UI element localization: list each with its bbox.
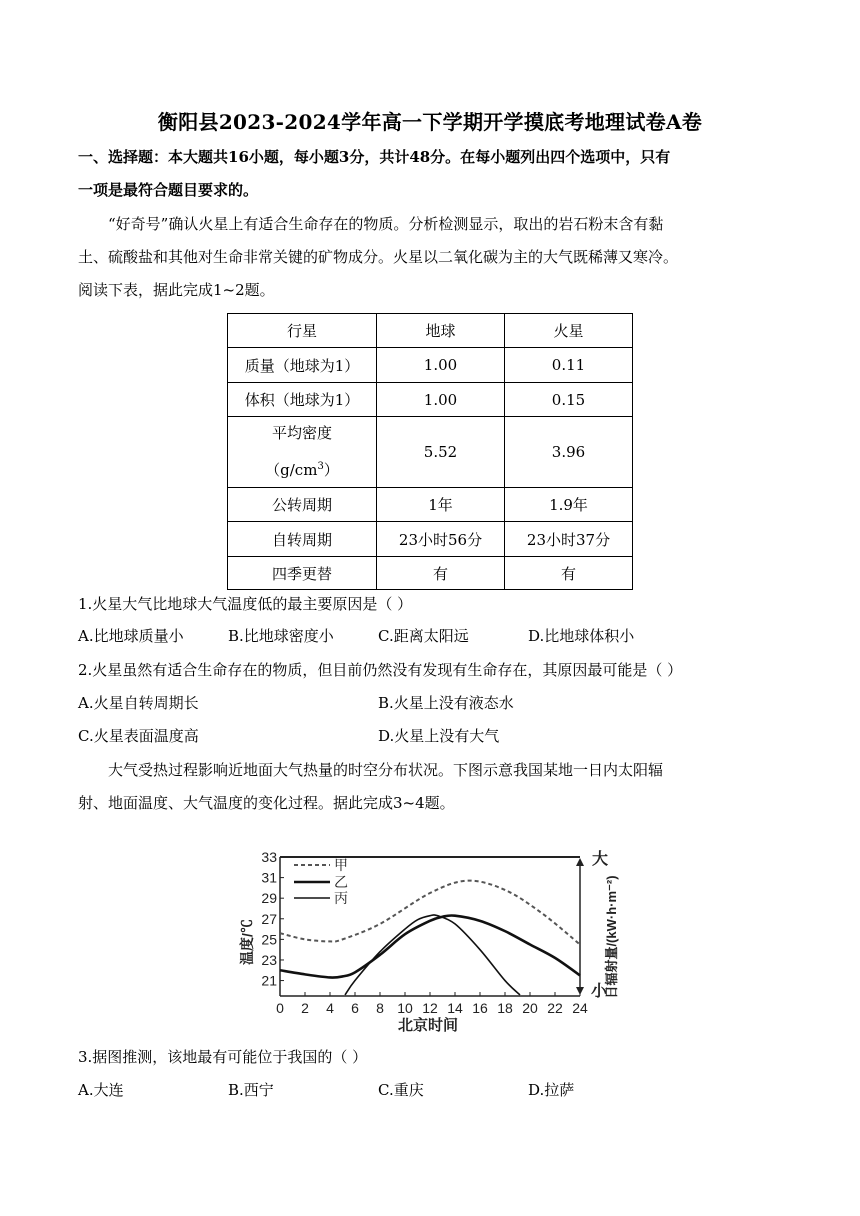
table-cell: 公转周期	[228, 488, 377, 522]
y2-axis-label: 日辐射量/(kW·h·m⁻²)	[604, 875, 619, 999]
passage1-line3: 阅读下表，据此完成1~2题。	[78, 281, 275, 299]
x-tick-label: 10	[397, 1000, 413, 1016]
q3-stem: 3.据图推测，该地最有可能位于我国的（ ）	[78, 1048, 368, 1066]
x-tick-label: 14	[447, 1000, 463, 1016]
passage2-line1: 大气受热过程影响近地面大气热量的时空分布状况。下图示意我国某地一日内太阳辐	[108, 761, 664, 779]
q1-option-a: A.比地球质量小	[78, 627, 184, 645]
exam-title: 衡阳县2023-2024学年高一下学期开学摸底考地理试卷A卷	[157, 110, 703, 134]
legend-label: 甲	[334, 857, 348, 873]
table-cell: 1.00	[377, 383, 505, 417]
table-cell: 自转周期	[228, 522, 377, 557]
q3-option-a: A.大连	[78, 1081, 124, 1099]
y-tick-label: 27	[261, 910, 277, 927]
q3-option-d: D.拉萨	[528, 1081, 575, 1099]
section-heading-line1: 一、选择题：本大题共16小题，每小题3分，共计48分。在每小题列出四个选项中，只有	[78, 148, 671, 166]
y2-bottom-label: 小	[591, 983, 608, 1000]
x-tick-label: 6	[351, 1000, 359, 1016]
table-cell: 1.9年	[505, 488, 633, 522]
table-cell: 有	[377, 557, 505, 590]
x-tick-label: 12	[422, 1000, 438, 1016]
table-cell-density	[228, 417, 377, 488]
q2-option-a: A.火星自转周期长	[78, 694, 199, 712]
table-cell: 0.11	[505, 348, 633, 383]
y-tick-label: 33	[261, 849, 277, 865]
x-tick-label: 22	[547, 1000, 563, 1016]
y2-top-label: 大	[592, 851, 609, 868]
table-cell: 四季更替	[228, 557, 377, 590]
x-tick-label: 18	[497, 1000, 513, 1016]
table-row	[228, 383, 633, 417]
temperature-radiation-chart	[230, 840, 630, 1040]
q3-option-c: C.重庆	[378, 1081, 424, 1099]
y-tick-label: 29	[261, 890, 277, 907]
y-tick-label: 31	[261, 869, 277, 886]
q2-option-c: C.火星表面温度高	[78, 727, 199, 745]
series-line-2	[280, 915, 580, 977]
q2-option-d: D.火星上没有大气	[378, 727, 500, 745]
table-cell: 体积（地球为1）	[228, 383, 377, 417]
table-cell: 有	[505, 557, 633, 590]
table-row	[228, 417, 633, 488]
y-tick-label: 21	[261, 972, 277, 989]
q2-option-b: B.火星上没有液态水	[378, 694, 514, 712]
x-tick-label: 4	[326, 1000, 334, 1016]
table-cell: 23小时56分	[377, 522, 505, 557]
density-label: 平均密度	[271, 424, 332, 442]
table-cell: 23小时37分	[505, 522, 633, 557]
table-cell: 0.15	[505, 383, 633, 417]
x-tick-label: 24	[572, 1000, 588, 1016]
q1-stem: 1.火星大气比地球大气温度低的最主要原因是（ ）	[78, 595, 413, 613]
legend-label: 丙	[334, 890, 348, 906]
q3-option-b: B.西宁	[228, 1081, 274, 1099]
y-axis-label: 温度/℃	[239, 919, 255, 965]
table-header-row	[228, 314, 633, 348]
x-tick-label: 20	[522, 1000, 538, 1016]
series-line-1	[280, 881, 580, 945]
q1-option-b: B.比地球密度小	[228, 627, 334, 645]
passage2-line2: 射、地面温度、大气温度的变化过程。据此完成3~4题。	[78, 794, 455, 812]
y-tick-label: 23	[261, 951, 277, 968]
x-tick-label: 16	[472, 1000, 488, 1016]
section-heading-line2: 一项是最符合题目要求的。	[78, 181, 259, 199]
planet-comparison-table	[227, 313, 633, 590]
density-unit: $(g/cm^3)$	[265, 461, 339, 479]
q2-stem: 2.火星虽然有适合生命存在的物质，但目前仍然没有发现有生命存在，其原因最可能是（ ）	[78, 661, 683, 679]
x-tick-label: 8	[376, 1000, 384, 1016]
passage1-line1: “好奇号”确认火星上有适合生命存在的物质。分析检测显示，取出的岩石粉末含有黏	[108, 215, 664, 233]
table-header-cell: 火星	[505, 314, 633, 348]
passage1-line2: 土、硫酸盐和其他对生命非常关键的矿物成分。火星以二氧化碳为主的大气既稀薄又寒冷。	[78, 248, 679, 266]
table-cell: 质量（地球为1）	[228, 348, 377, 383]
legend-label: 乙	[334, 874, 348, 890]
table-cell: 5.52	[377, 417, 505, 488]
x-tick-label: 0	[276, 1000, 284, 1016]
q1-option-c: C.距离太阳远	[378, 627, 469, 645]
table-header-cell: 行星	[228, 314, 377, 348]
radiation-arrow-up	[576, 858, 584, 866]
table-cell: 1.00	[377, 348, 505, 383]
table-cell: 3.96	[505, 417, 633, 488]
table-cell: 1年	[377, 488, 505, 522]
y-tick-label: 25	[261, 931, 277, 948]
table-row	[228, 557, 633, 590]
table-header-cell: 地球	[377, 314, 505, 348]
table-row	[228, 488, 633, 522]
x-axis-label: 北京时间	[397, 1017, 459, 1034]
q1-option-d: D.比地球体积小	[528, 627, 635, 645]
x-tick-label: 2	[301, 1000, 309, 1016]
table-row	[228, 348, 633, 383]
table-row	[228, 522, 633, 557]
